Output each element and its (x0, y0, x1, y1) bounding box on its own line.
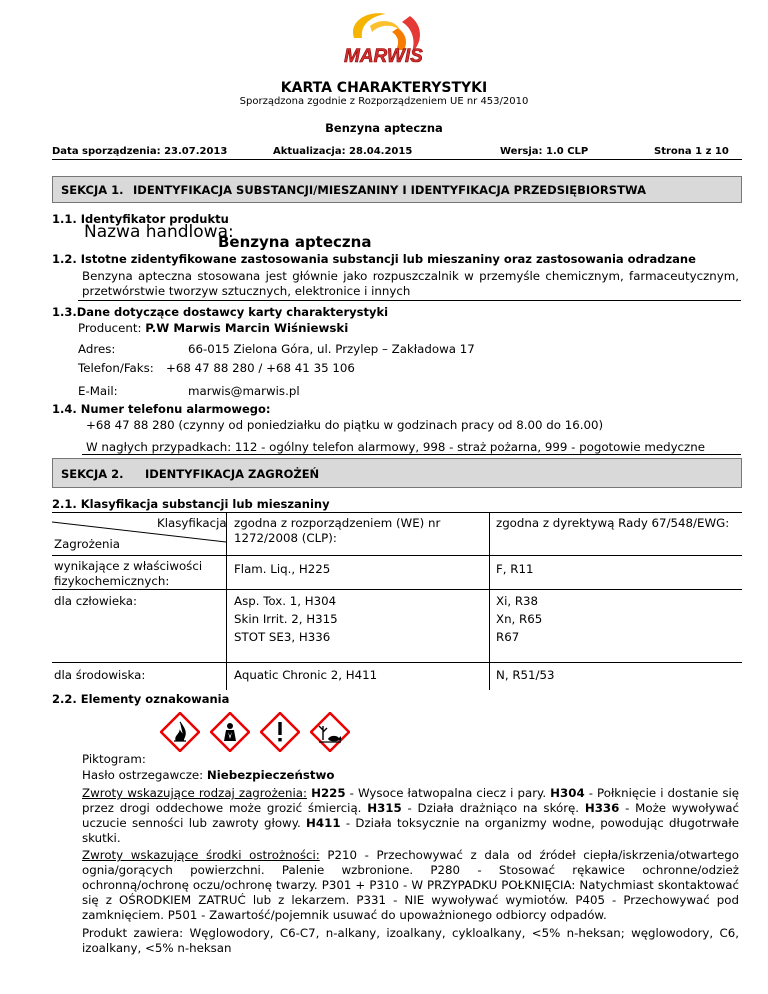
s22-heading: 2.2. Elementy oznakowania (52, 692, 230, 706)
updated-date: Aktualizacja: 28.04.2015 (273, 146, 413, 157)
s14-line1: +68 47 88 280 (czynny od poniedziałku do piątku w godzinach pracy od 8.00 do 16.00) (86, 418, 604, 432)
precaution-label: Zwroty wskazujące środki ostrożności: (82, 848, 320, 862)
section1-number: SEKCJA 1. (61, 183, 124, 197)
col-dsd-header: zgodna z dyrektywą Rady 67/548/EWG: (496, 516, 730, 530)
row-env-dsd: N, R51/53 (496, 668, 555, 682)
header-rule (52, 159, 742, 160)
flame-icon (160, 712, 200, 752)
row-human-dsd-3: R67 (496, 630, 520, 644)
address-value: 66-015 Zielona Góra, ul. Przylep – Zakładowa 17 (188, 342, 475, 356)
page-number: Strona 1 z 10 (654, 146, 729, 157)
signal-label: Hasło ostrzegawcze: (82, 768, 204, 782)
h225-text: - Wysoce łatwopalna ciecz i pary. (345, 786, 551, 800)
row-physchem-clp: Flam. Liq., H225 (234, 562, 331, 576)
s12-text: Benzyna apteczna stosowana jest głównie jako rozpuszczalnik w przemyśle chemicznym, farmaceutycznym, przetwórstwie tworzyw sztucznych, elektronice i innych (82, 269, 739, 298)
producer-line (78, 321, 348, 336)
logo-text: MARWIS (344, 46, 423, 67)
trade-name-label: Nazwa handlowa: (84, 222, 234, 242)
row-human-dsd-1: Xi, R38 (496, 594, 539, 608)
corner-top: Klasyfikacja (157, 516, 227, 530)
h411-text: - Działa toksycznie na organizmy wodne, powodując długotrwałe skutki. (82, 816, 739, 845)
s11-heading: 1.1. Identyfikator produktu (52, 212, 229, 226)
signal-word-line (82, 768, 335, 783)
h315-code: H315 (367, 801, 402, 815)
hazard-label: Zwroty wskazujące rodzaj zagrożenia: (82, 786, 308, 800)
h304-code: H304 (550, 786, 585, 800)
s13-heading: 1.3.Dane dotyczące dostawcy karty charakterystyki (52, 305, 389, 319)
producer-value: P.W Marwis Marcin Wiśniewski (145, 321, 349, 335)
phone-label: Telefon/Faks: (78, 361, 154, 375)
pictogram-label: Piktogram: (82, 752, 146, 766)
s21-heading: 2.1. Klasyfikacja substancji lub mieszaniny (52, 497, 330, 511)
row-human-dsd-2: Xn, R65 (496, 612, 543, 626)
precaution-text: P210 - Przechowywać z dala od źródeł ciepła/iskrzenia/otwartego ognia/gorących powierzchni. Palenie wzbronione. P280 - Stosować rękawice ochronne/odzież ochronną/ochronę oczu/ochronę twarzy. P301 + P310 - W PRZYPADKU POŁKNIĘCIA: Natychmiast skontaktować się z OŚRODKIEM ZATRUĆ lub z lekarzem. P331 - NIE wywoływać wymiotów. P405 - Przechowywać pod zamknięciem. P501 - Zawartość/pojemnik usuwać do upoważnionego odbiorcy odpadów. (82, 848, 739, 922)
h336-code: H336 (584, 801, 620, 815)
s14-line2: W nagłych przypadkach: 112 - ogólny telefon alarmowy, 998 - straż pożarna, 999 - pogotowie medyczne (86, 440, 705, 454)
health-hazard-icon (210, 712, 250, 752)
section1-bar (52, 176, 742, 203)
section1-title: IDENTYFIKACJA SUBSTANCJI/MIESZANINY I IDENTYFIKACJA PRZEDSIĘBIORSTWA (133, 183, 646, 197)
row-human-clp-1: Asp. Tox. 1, H304 (234, 594, 337, 608)
row-env-label: dla środowiska: (54, 668, 146, 682)
col-clp-header: zgodna z rozporządzeniem (WE) nr 1272/2008 (CLP): (234, 516, 441, 545)
s14-heading: 1.4. Numer telefonu alarmowego: (52, 402, 271, 416)
marwis-logo (340, 8, 430, 70)
document-subtitle: Sporządzona zgodnie z Rozporządzeniem UE nr 453/2010 (239, 96, 529, 107)
precautionary-statements (82, 848, 739, 923)
document-title: KARTA CHARAKTERYSTYKI (280, 80, 488, 96)
environment-icon (310, 712, 350, 752)
row-physchem-label: wynikające z właściwości fizykochemicznych: (54, 559, 203, 588)
section2-title: IDENTYFIKACJA ZAGROŻEŃ (145, 467, 320, 481)
exclamation-icon (260, 712, 300, 752)
version: Wersja: 1.0 CLP (500, 146, 589, 157)
email-value: marwis@marwis.pl (188, 384, 300, 398)
row-human-label: dla człowieka: (54, 594, 138, 608)
phone-value: +68 47 88 280 / +68 41 35 106 (166, 361, 355, 375)
created-date: Data sporządzenia: 23.07.2013 (52, 146, 228, 157)
h225-code: H225 (311, 786, 346, 800)
producer-label: Producent: (78, 321, 142, 335)
row-physchem-dsd: F, R11 (496, 562, 534, 576)
hazard-statements (82, 786, 739, 846)
section2-bar (52, 458, 742, 488)
section2-number: SEKCJA 2. (61, 467, 124, 481)
h336-text: - Może wywoływać uczucie senności lub zawroty głowy. (82, 801, 739, 830)
corner-bottom: Zagrożenia (54, 537, 121, 551)
s14-rule (82, 454, 741, 455)
row-human-clp-3: STOT SE3, H336 (234, 630, 331, 644)
address-label: Adres: (78, 342, 116, 356)
h304-text: - Połknięcie i dostanie się przez drogi oddechowe może grozić śmiercią. (82, 786, 740, 815)
trade-name-value: Benzyna apteczna (218, 233, 372, 251)
product-contains: Produkt zawiera: Węglowodory, C6-C7, n-alkany, izoalkany, cykloalkany, <5% n-heksan; węglowodory, C6, izoalkany, <5% n-heksan (82, 926, 739, 955)
signal-value: Niebezpieczeństwo (206, 768, 335, 782)
row-human-clp-2: Skin Irrit. 2, H315 (234, 612, 338, 626)
h315-text: - Działa drażniąco na skórę. (401, 801, 585, 815)
row-env-clp: Aquatic Chronic 2, H411 (234, 668, 378, 682)
h411-code: H411 (306, 816, 341, 830)
s12-heading: 1.2. Istotne zidentyfikowane zastosowania substancji lub mieszaniny oraz zastosowania odradzane (52, 252, 696, 266)
product-header: Benzyna apteczna (325, 121, 443, 135)
s12-rule (78, 300, 741, 301)
email-label: E-Mail: (78, 384, 118, 398)
